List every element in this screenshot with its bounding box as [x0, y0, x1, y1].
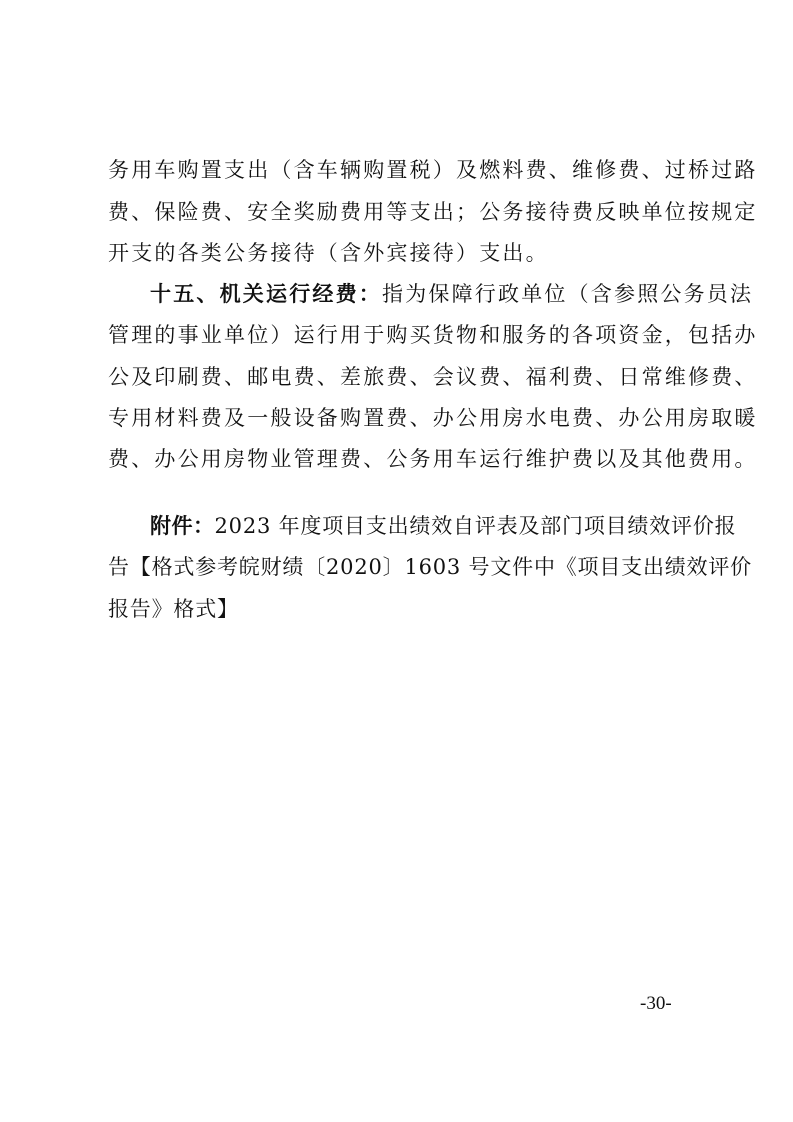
attachment-line-3: 报告》格式】 [108, 597, 239, 621]
section-heading: 十五、机关运行经费： [150, 282, 382, 306]
paragraph1-line-2: 费、保险费、安全奖励费用等支出；公务接待费反映单位按规定 [108, 200, 758, 224]
paragraph1-line-3: 开支的各类公务接待（含外宾接待）支出。 [108, 241, 549, 265]
paragraph2-line-4: 专用材料费及一般设备购置费、办公用房水电费、办公用房取暖 [108, 406, 758, 430]
paragraph2-line-5: 费、办公用房物业管理费、公务用车运行维护费以及其他费用。 [108, 447, 758, 471]
attachment-line-1-text: 2023 年度项目支出绩效自评表及部门项目绩效评价报 [214, 514, 737, 538]
paragraph1-line-1: 务用车购置支出（含车辆购置税）及燃料费、维修费、过桥过路 [108, 158, 758, 182]
page-number: -30- [640, 993, 672, 1014]
paragraph2-line-3: 公及印刷费、邮电费、差旅费、会议费、福利费、日常维修费、 [108, 365, 758, 389]
attachment-line-2: 告【格式参考皖财绩〔2020〕1603 号文件中《项目支出绩效评价 [108, 555, 752, 579]
paragraph2-line-2: 管理的事业单位）运行用于购买货物和服务的各项资金，包括办 [108, 323, 758, 347]
paragraph2-line-1-text: 指为保障行政单位（含参照公务员法 [382, 282, 754, 306]
paragraph2-line-1 [150, 274, 754, 314]
attachment-line-1 [150, 506, 737, 546]
attachment-label: 附件： [150, 514, 215, 538]
